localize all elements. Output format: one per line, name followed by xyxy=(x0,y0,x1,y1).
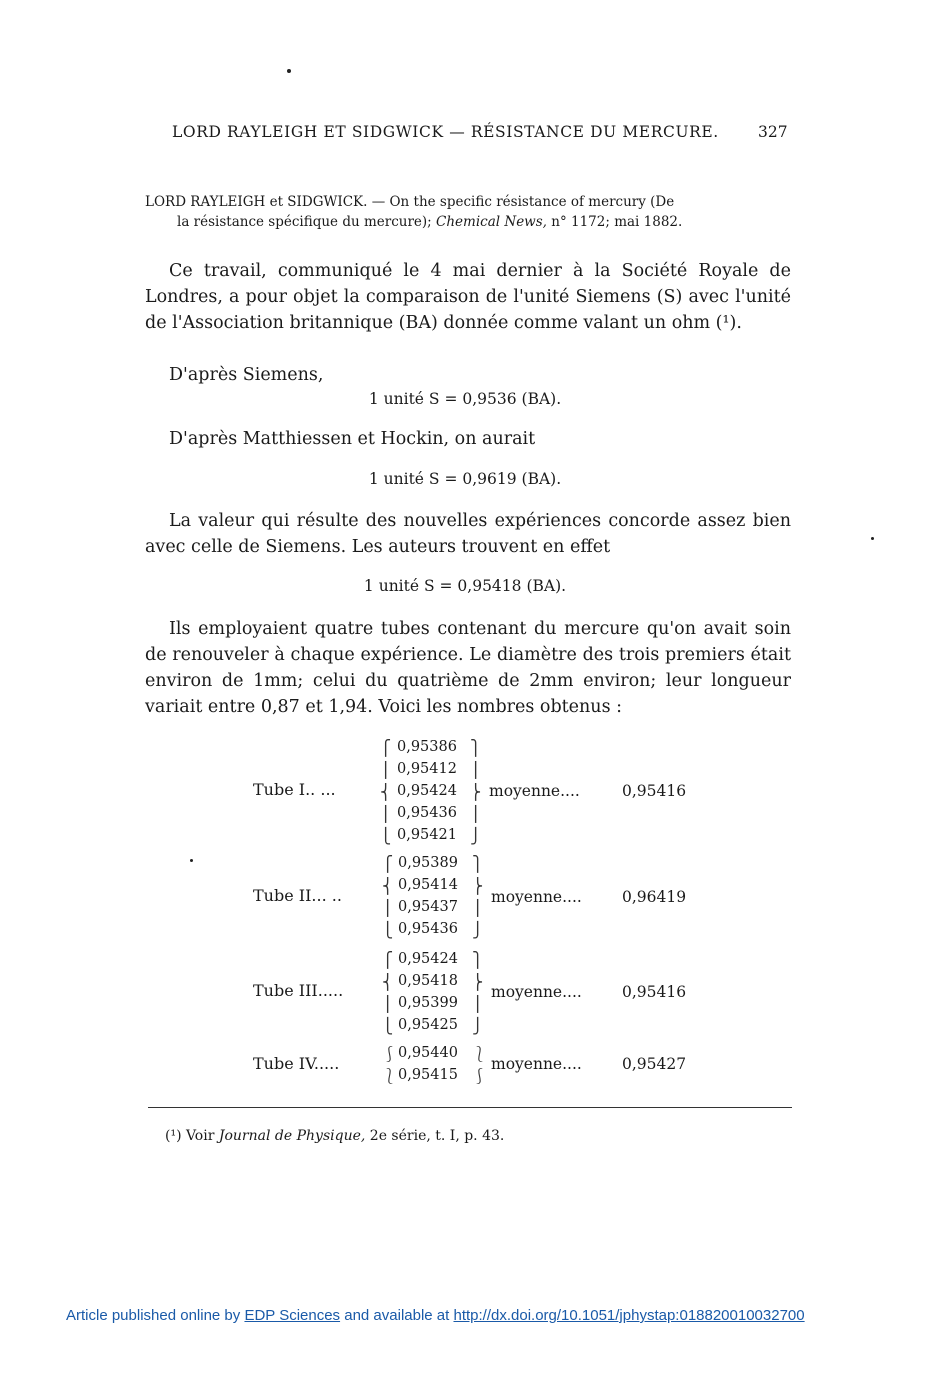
reference-line-1: LORD RAYLEIGH et SIDGWICK. — On the specific résistance of mercury (De xyxy=(145,194,675,210)
measurement-value: 0,95412 xyxy=(397,761,457,777)
bibliographic-reference xyxy=(145,192,790,232)
reference-line-2 xyxy=(145,212,790,232)
page-number: 327 xyxy=(758,123,788,141)
measurement-value: 0,95399 xyxy=(398,995,458,1011)
right-brace: ⎱ ⎰ xyxy=(472,1045,488,1085)
footnote xyxy=(165,1128,504,1144)
measurement-value: 0,95425 xyxy=(398,1017,458,1033)
running-head: LORD RAYLEIGH ET SIDGWICK — RÉSISTANCE DU MERCURE. xyxy=(172,123,719,141)
measurement-value: 0,95389 xyxy=(398,855,458,871)
tube-label: Tube I.. ... xyxy=(253,780,336,799)
footnote-divider xyxy=(148,1107,792,1108)
reference-issue: n° 1172; mai 1882. xyxy=(546,214,683,230)
print-speck xyxy=(871,537,874,540)
moyenne-value: 0,95416 xyxy=(622,782,687,800)
moyenne-label: moyenne.... xyxy=(491,1055,582,1073)
tube-label: Tube II... .. xyxy=(253,886,342,905)
measurement-value: 0,95424 xyxy=(397,783,457,799)
measurement-value: 0,95440 xyxy=(398,1045,458,1061)
paragraph-intro: Ce travail, communiqué le 4 mai dernier à la Société Royale de Londres, a pour objet la comparaison de l'unité Siemens (S) avec l'unité de l'Association britannique (BA) donnée comme valant un ohm (¹). xyxy=(145,261,791,333)
paragraph-siemens: D'après Siemens, xyxy=(169,365,324,385)
moyenne-label: moyenne.... xyxy=(489,782,580,800)
banner-text: and available at xyxy=(340,1307,454,1324)
print-speck xyxy=(287,69,291,73)
value-list xyxy=(398,852,458,940)
footnote-journal: Journal de Physique, xyxy=(218,1128,366,1144)
print-speck xyxy=(190,859,193,862)
measurement-value: 0,95436 xyxy=(398,921,458,937)
paragraph-matthiessen: D'après Matthiessen et Hockin, on aurait xyxy=(169,429,536,449)
banner-text: Article published online by xyxy=(66,1307,245,1324)
moyenne-value: 0,96419 xyxy=(622,888,687,906)
right-brace: ⎫ ⎬ ⎪ ⎭ xyxy=(472,855,484,939)
value-list xyxy=(398,1042,458,1086)
left-brace: ⎧ ⎨ ⎪ ⎩ xyxy=(382,951,394,1035)
left-brace: ⎰ ⎱ xyxy=(382,1045,398,1085)
value-list xyxy=(397,736,457,846)
publisher-link[interactable]: EDP Sciences xyxy=(244,1307,341,1324)
right-brace: ⎫ ⎬ ⎪ ⎭ xyxy=(472,951,484,1035)
journal-title: Chemical News, xyxy=(436,214,547,230)
measurement-value: 0,95437 xyxy=(398,899,458,915)
equation-result: 1 unité S = 0,95418 (BA). xyxy=(363,577,567,595)
footnote-marker: (¹) Voir xyxy=(165,1128,219,1144)
measurement-value: 0,95418 xyxy=(398,973,458,989)
measurement-value: 0,95386 xyxy=(397,739,457,755)
tube-label: Tube IV..... xyxy=(253,1054,340,1073)
measurement-value: 0,95415 xyxy=(398,1067,458,1083)
moyenne-value: 0,95427 xyxy=(622,1055,687,1073)
moyenne-label: moyenne.... xyxy=(491,888,582,906)
measurement-value: 0,95414 xyxy=(398,877,458,893)
left-brace: ⎧ ⎪ ⎨ ⎪ ⎩ xyxy=(380,739,392,845)
publisher-banner xyxy=(66,1307,805,1324)
paragraph-result: La valeur qui résulte des nouvelles expériences concorde assez bien avec celle de Siemens. Les auteurs trouvent en effet xyxy=(145,511,791,557)
moyenne-value: 0,95416 xyxy=(622,983,687,1001)
doi-link[interactable]: http://dx.doi.org/10.1051/jphystap:018820010032700 xyxy=(453,1307,805,1324)
paragraph-method: Ils employaient quatre tubes contenant du mercure qu'on avait soin de renouveler à chaque expérience. Le diamètre des trois premiers était environ de 1mm; celui du quatrième de 2mm environ; leur longueur variait entre 0,87 et 1,94. Voici les nombres obtenus : xyxy=(145,619,791,717)
tube-label: Tube III..... xyxy=(253,981,344,1000)
measurement-value: 0,95424 xyxy=(398,951,458,967)
footnote-citation: 2e série, t. I, p. 43. xyxy=(365,1128,505,1144)
equation-matthiessen: 1 unité S = 0,9619 (BA). xyxy=(368,470,562,488)
left-brace: ⎧ ⎨ ⎪ ⎩ xyxy=(382,855,394,939)
measurement-value: 0,95436 xyxy=(397,805,457,821)
reference-text: la résistance spécifique du mercure); xyxy=(177,214,437,230)
right-brace: ⎫ ⎪ ⎬ ⎪ ⎭ xyxy=(470,739,482,845)
value-list xyxy=(398,948,458,1036)
equation-siemens: 1 unité S = 0,9536 (BA). xyxy=(368,390,562,408)
moyenne-label: moyenne.... xyxy=(491,983,582,1001)
measurement-value: 0,95421 xyxy=(397,827,457,843)
